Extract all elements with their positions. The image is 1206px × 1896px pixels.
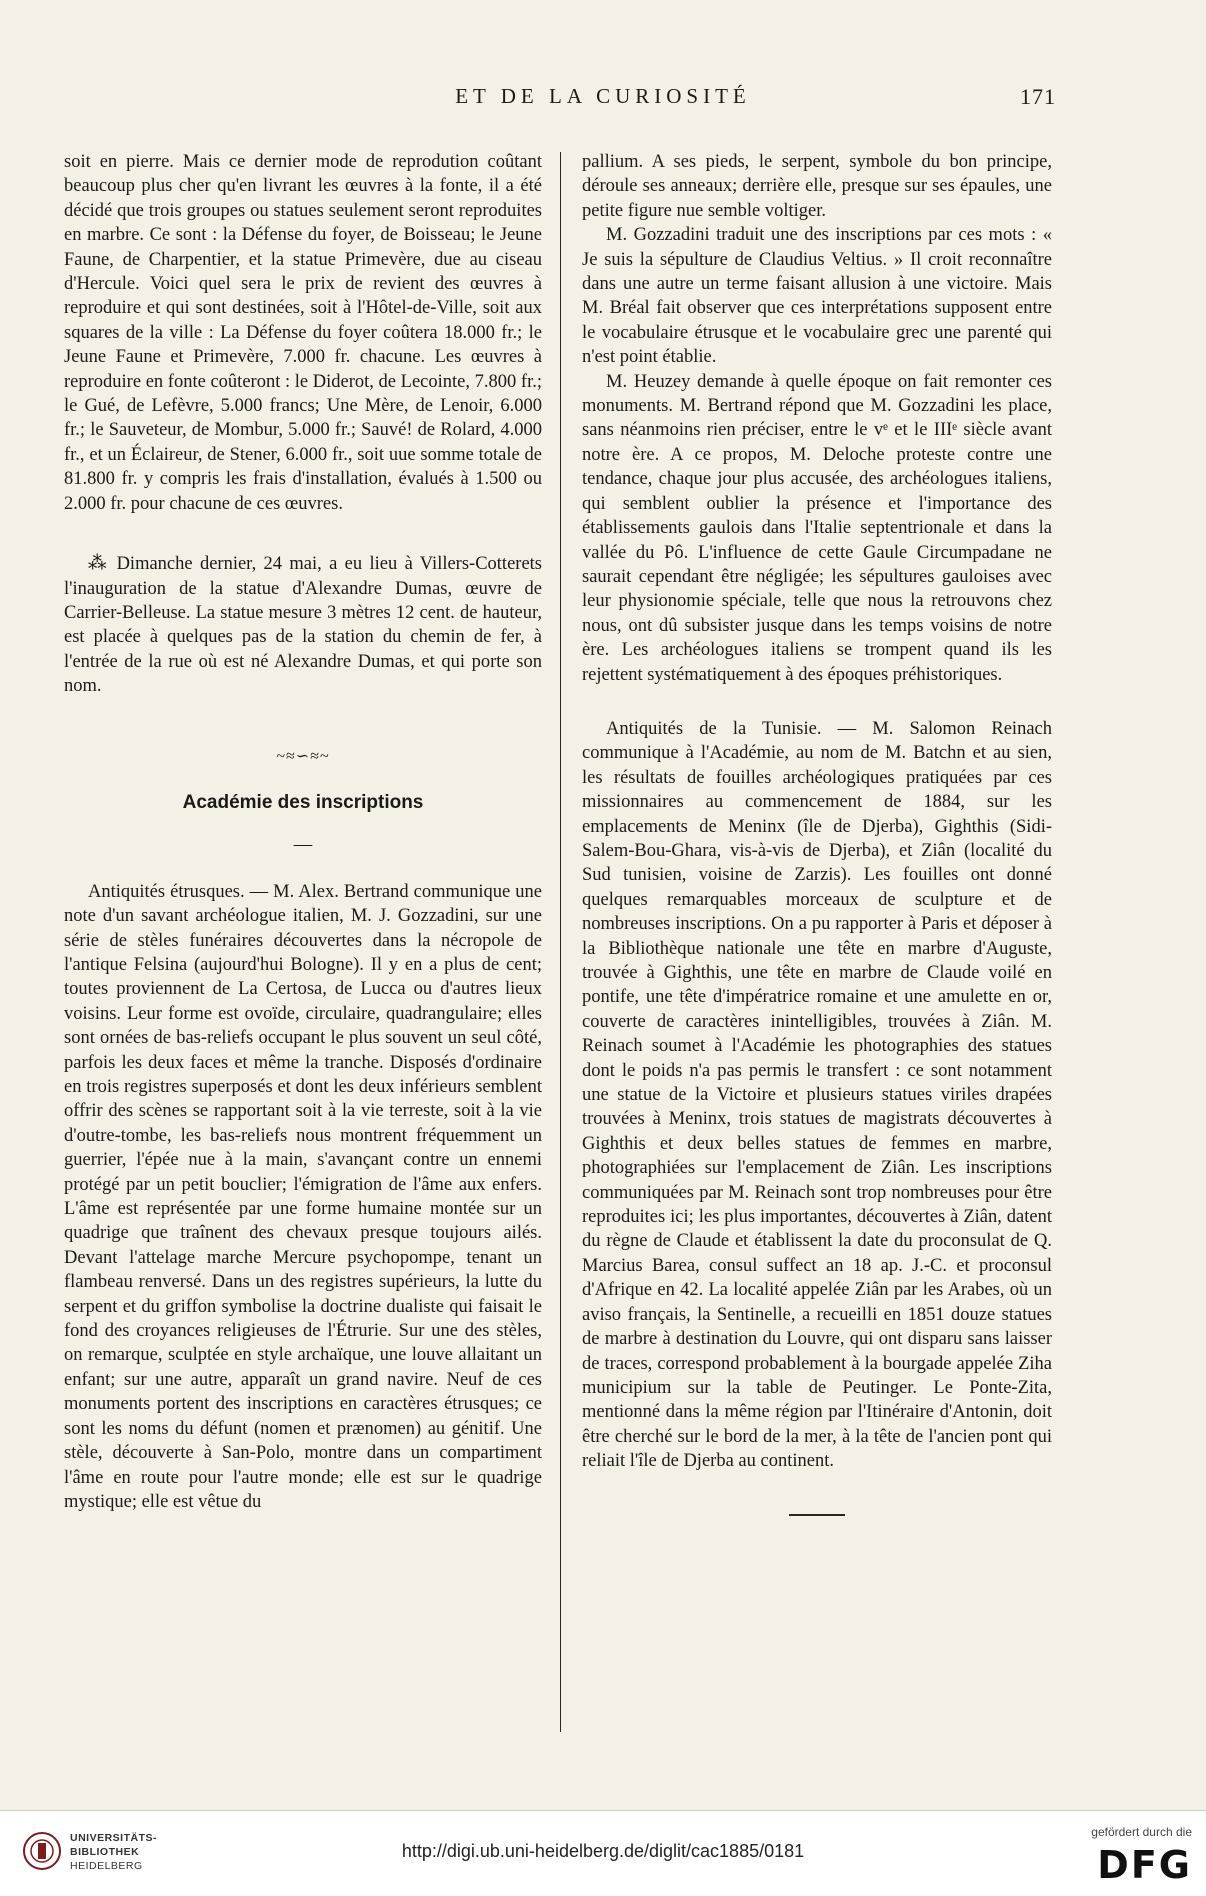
paragraph-etruscan-antiquities: Antiquités étrusques. — M. Alex. Bertrand communique une note d'un savant archéologue italien, M. J. Gozzadini, sur une série de stèles funéraires découvertes dans la nécropole de l'antique Felsina (aujourd'hui Bologne). Il y en a plus de cent; toutes proviennent de La Certosa, de Lucca ou d'autres lieux voisins. Leur forme est ovoïde, circulaire, quadrangulaire; elles sont ornées de bas-reliefs occupant le plus souvent un seul côté, parfois les deux faces et même la tranche. Disposés d'ordinaire en trois registres superposés et dont les deux inférieurs semblent offrir des scènes se rapportant soit à la vie terreste, soit à la vie d'outre-tombe, les bas-reliefs nous montrent fréquemment un guerrier, l'épée nue à la main, s'avançant contre un ennemi protégé par un petit bouclier; l'émigration de l'âme aux enfers. L'âme est représentée par une forme humaine montée sur un quadrige que traînent des chevaux presque toujours ailés. Devant l'attelage marche Mercure psychopompe, tenant un flambeau renversé. Dans un des registres supérieurs, la lutte du serpent et du griffon symbolise la doctrine dualiste qui faisait le fond des croyances religieuses de l'Étrurie. Sur une des stèles, on remarque, sculptée en style archaïque, une louve allaitant un enfant; sur une autre, apparaît un grand navire. Neuf de ces monuments portent des inscriptions en caractères étrusques; ce sont les noms du défunt (nomen et prænomen) au génitif. Une stèle, découverte à San-Polo, montre dans un compartiment l'âme en route pour l'autre monde; elle est sur le quadrige mystique; elle est vêtue du [64, 881, 542, 1512]
paragraph-sculpture-costs: soit en pierre. Mais ce dernier mode de reprodution coûtant beaucoup plus cher qu'en livrant les œuvres à la fonte, il a été décidé que trois groupes ou statues seulement seront reproduites en marbre. Ce sont : la Défense du foyer, de Boisseau; le Jeune Faune, de Charpentier, et la statue Primevère, due au ciseau d'Hercule. Voici quel sera le prix de revient des œuvres à reproduire et qui sont destinées, soit à l'Hôtel-de-Ville, soit aux squares de la ville : La Défense du foyer coûtera 18.000 fr.; le Jeune Faune et Primevère, 7.000 fr. chacune. Les œuvres à reproduire en fonte coûteront : le Diderot, de Lecointe, 7.800 fr.; le Gué, de Lefèvre, 5.000 francs; Une Mère, de Lenoir, 6.000 fr.; le Sauveteur, de Mombur, 5.000 fr.; Sauvé! de Rolard, 4.000 fr., et un Éclaireur, de Stener, 6.000 fr., soit uue somme totale de 81.800 fr. y compris les frais d'installation, évalués à 1.500 ou 2.000 fr. pour chacune de ces œuvres. [64, 152, 542, 514]
column-rule [560, 152, 561, 1732]
institution-line-3: HEIDELBERG [70, 1860, 143, 1872]
ornament-divider: ~≈∽≈~ [276, 747, 330, 765]
end-rule [789, 1514, 845, 1516]
paragraph-tunisia-antiquities: Antiquités de la Tunisie. — M. Salomon Reinach communique à l'Académie, au nom de M. Batchn et au sien, les résultats de fouilles archéologiques pratiquées par ces missionnaires au commencement de 1884, sur les emplacements de Meninx (île de Djerba), Gighthis (Sidi-Salem-Bou-Ghara, vis-à-vis de Djerba), et Ziân (localité du Sud tunisien, voisine de Zarzis). Les fouilles ont donné quelques remarquables morceaux de sculpture et de nombreuses inscriptions. On a pu rapporter à Paris et déposer à la Bibliothèque nationale une tête en marbre d'Auguste, trouvée à Gighthis, une tête en marbre de Claude voilé en pontife, une tête d'impératrice romaine et une amulette en or, couverte de caractères inintelligibles, trouvées à Ziân. M. Reinach soumet à l'Académie les photographies des statues dont le poids n'a pas permis le transfert : ce sont notamment une statue de la Victoire et plusieurs statues viriles drapées trouvées à Meninx, trois statues de magistrats découvertes à Gighthis et deux belles statues de femmes en marbre, photographiées sur l'emplacement de Ziân. Les inscriptions communiquées par M. Reinach sont trop nombreuses pour être reproduites ici; les plus importantes, découvertes à Ziân, datent du règne de Claude et établissent la date du proconsulat de Q. Marcius Barea, consul suffect an 18 ap. J.-C. et proconsul d'Afrique en 42. La localité appelée Ziân par les Arabes, où un aviso français, la Sentinelle, a recueilli en 1851 douze statues de marbre à destination du Louvre, qui ont disparu sans laisser de traces, correspond probablement à la bourgade appelée Ziha municipium sur la table de Peutinger. Le Ponte-Zita, mentionné dans la même région par l'Itinéraire d'Antonin, doit être cherché sur le bord de la mer, à la tête de l'ancien pont qui reliait l'île de Djerba au continent. [582, 718, 1052, 1472]
permalink-url[interactable]: http://digi.ub.uni-heidelberg.de/diglit/cac1885/0181 [401, 1841, 805, 1861]
institution-line-1: UNIVERSITÄTS- [70, 1832, 158, 1844]
right-column [582, 150, 1052, 1516]
page-number: 171 [1020, 84, 1056, 109]
footer-bar [0, 1810, 1206, 1896]
left-column [64, 150, 542, 1514]
sponsor-label: gefördert durch die [1091, 1825, 1192, 1839]
paragraph-dumas-statue: ⁂ Dimanche dernier, 24 mai, a eu lieu à Villers-Cotterets l'inauguration de la statue d'Alexandre Dumas, œuvre de Carrier-Belleuse. La statue mesure 3 mètres 12 cent. de hauteur, est placée à quelques pas de la station du chemin de fer, à l'entrée de la rue où est né Alexandre Dumas, et qui porte son nom. [64, 554, 542, 697]
paragraph-heuzey-question: M. Heuzey demande à quelle époque on fait remonter ces monuments. M. Bertrand répond que M. Gozzadini les place, sans néanmoins rien préciser, entre le vᵉ et le IIIᵉ siècle avant notre ère. A ce propos, M. Deloche proteste contre une tendance, chaque jour plus accusée, des archéologues italiens, qui semblent oublier la présence et l'importance des établissements gaulois dans l'Italie septentrionale et dans la vallée du Pô. L'influence de cette Gaule Circumpadane ne saurait cependant être négligée; les sépultures gauloises avec leur physionomie spéciale, telle que nous la retrouvons chez nous, ont dû subsister jusque dans les temps voisins de notre ère. Les archéologues italiens se trompent quand ils les rejettent systématiquement à des époques préhistoriques. [582, 371, 1052, 685]
section-title: Académie des inscriptions [182, 791, 424, 813]
section-dash: — [293, 835, 313, 856]
paragraph-gozzadini-translation: M. Gozzadini traduit une des inscriptions par ces mots : « Je suis la sépulture de Claudius Veltius. » Il croit reconnaître dans une autre un terme faisant allusion à une victoire. Mais M. Bréal fait observer que ces interprétations supposent entre le vocabulaire étrusque et le vocabulaire grec une parenté qui n'est point établie. [582, 225, 1052, 368]
running-title: ET DE LA CURIOSITÉ [455, 84, 751, 108]
institution-line-2: BIBLIOTHEK [70, 1846, 140, 1858]
paragraph-pallium: pallium. A ses pieds, le serpent, symbole du bon principe, déroule ses anneaux; derrière elle, presque sur ses épaules, une petite figure nue semble voltiger. [582, 152, 1052, 221]
dfg-logo: DFG [1097, 1843, 1192, 1887]
